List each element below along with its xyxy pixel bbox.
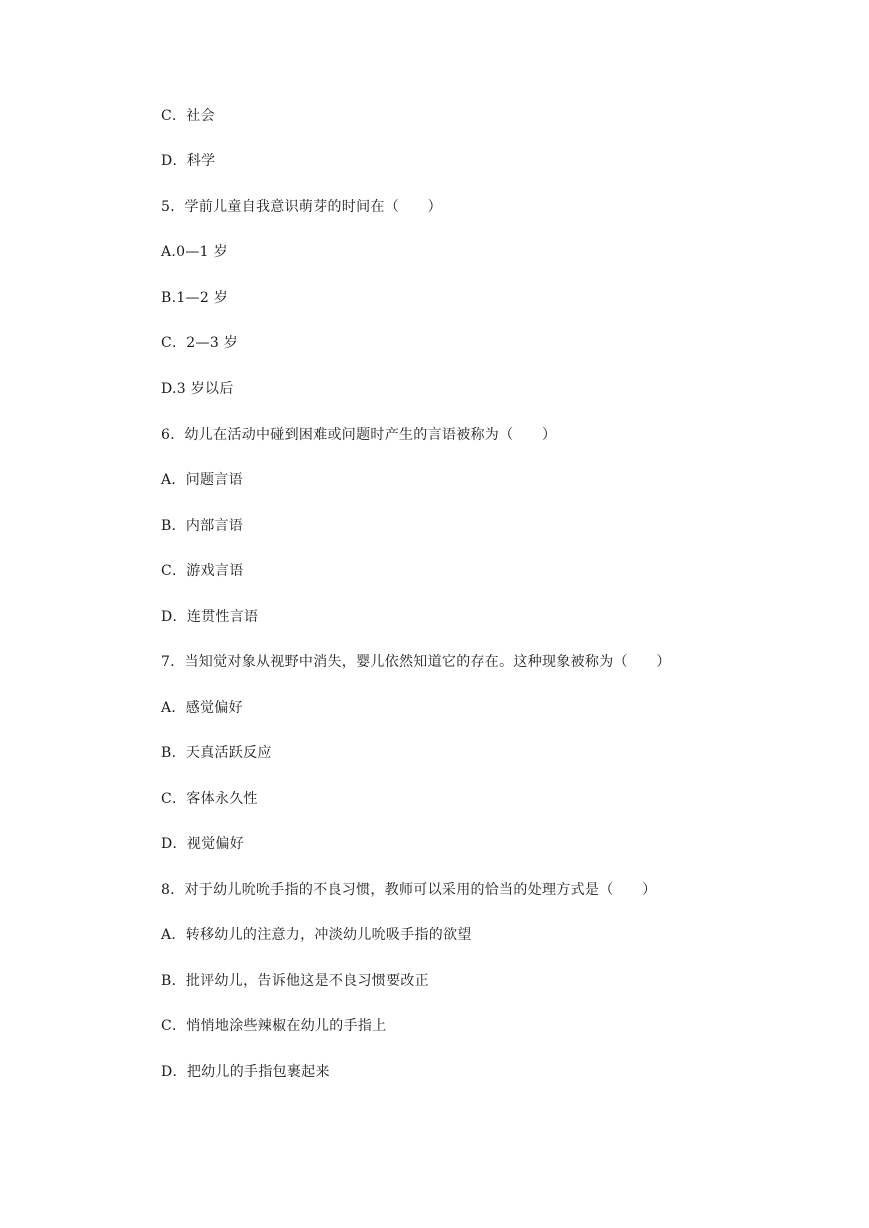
q8-option-a: A．转移幼儿的注意力，冲淡幼儿吮吸手指的欲望 — [161, 927, 472, 943]
q7-option-b: B．天真活跃反应 — [161, 745, 272, 761]
q8-option-c: C．悄悄地涂些辣椒在幼儿的手指上 — [161, 1018, 387, 1034]
question-6-text: 6．幼儿在活动中碰到困难或问题时产生的言语被称为（ ） — [161, 427, 557, 443]
question-7-text: 7．当知觉对象从视野中消失，婴儿依然知道它的存在。这种现象被称为（ ） — [161, 654, 671, 670]
q4-option-c: C．社会 — [161, 108, 215, 124]
q4-option-d: D．科学 — [161, 153, 216, 169]
q6-option-c: C．游戏言语 — [161, 563, 244, 579]
q8-option-d: D．把幼儿的手指包裹起来 — [161, 1064, 330, 1080]
q5-option-a: A.0—1 岁 — [161, 244, 228, 260]
question-5-text: 5．学前儿童自我意识萌芽的时间在（ ） — [161, 199, 442, 215]
q6-option-b: B．内部言语 — [161, 518, 244, 534]
q5-option-c: C．2—3 岁 — [161, 335, 239, 351]
q8-option-b: B．批评幼儿，告诉他这是不良习惯要改正 — [161, 973, 429, 989]
q6-option-a: A．问题言语 — [161, 472, 243, 488]
q6-option-d: D．连贯性言语 — [161, 609, 259, 625]
q7-option-a: A．感觉偏好 — [161, 700, 243, 716]
q5-option-b: B.1—2 岁 — [161, 290, 229, 306]
q5-option-d: D.3 岁以后 — [161, 381, 234, 397]
q7-option-c: C．客体永久性 — [161, 791, 258, 807]
q7-option-d: D．视觉偏好 — [161, 836, 245, 852]
question-8-text: 8．对于幼儿吮吮手指的不良习惯，教师可以采用的恰当的处理方式是（ ） — [161, 882, 657, 898]
